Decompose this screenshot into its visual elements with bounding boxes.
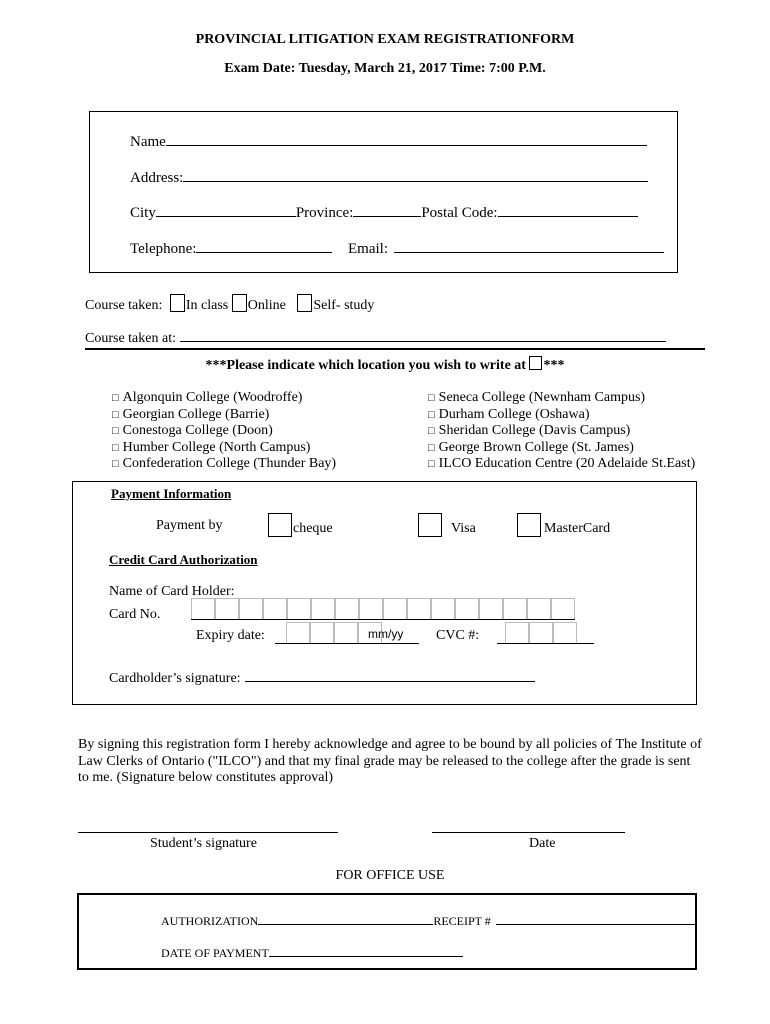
province-line[interactable]	[353, 202, 421, 217]
online-checkbox[interactable]	[232, 294, 247, 312]
expiry-line	[275, 643, 419, 644]
mastercard-label: MasterCard	[544, 521, 611, 536]
expiry-label: Expiry date:	[196, 628, 265, 643]
name-field[interactable]	[130, 131, 647, 151]
location-option[interactable]: □ Seneca College (Newnham Campus)	[428, 390, 646, 405]
course-taken-at-line[interactable]	[180, 327, 666, 342]
receipt-label: RECEIPT #	[433, 914, 491, 928]
cvc-boxes[interactable]	[505, 622, 577, 643]
course-taken-label: Course taken:	[85, 298, 163, 313]
date-of-payment-field[interactable]	[161, 944, 463, 961]
course-taken-at-label: Course taken at:	[85, 331, 176, 346]
location-checkbox-icon	[529, 356, 542, 370]
location-option[interactable]: □ Durham College (Oshawa)	[428, 406, 590, 422]
date-of-payment-line[interactable]	[269, 944, 463, 957]
checkbox-icon[interactable]: □	[428, 441, 435, 454]
checkbox-icon[interactable]: □	[112, 408, 119, 421]
postal-code-label: Postal Code:	[421, 205, 498, 221]
cheque-checkbox[interactable]	[268, 513, 292, 537]
address-field[interactable]	[130, 167, 648, 187]
cardholder-signature-label: Cardholder’s signature:	[109, 671, 241, 686]
location-option[interactable]: □ Confederation College (Thunder Bay)	[112, 456, 337, 471]
date-of-payment-label: DATE OF PAYMENT	[161, 946, 269, 960]
student-signature-label: Student’s signature	[150, 836, 257, 851]
location-list-left	[112, 390, 336, 473]
divider-line	[85, 348, 705, 350]
checkbox-icon[interactable]: □	[428, 458, 435, 470]
name-line[interactable]	[166, 131, 647, 146]
name-label: Name	[130, 134, 166, 150]
city-province-postal-row	[130, 202, 638, 222]
authorization-line[interactable]	[258, 912, 433, 925]
mastercard-checkbox[interactable]	[517, 513, 541, 537]
course-taken-at-field[interactable]	[85, 327, 666, 347]
agreement-text: By signing this registration form I hereby acknowledge and agree to be bound by all policies of The Institute of Law Clerks of Ontario ("ILCO") and that my final grade may be released to the college after the grade is sent to me. (Signature below constitutes approval)	[78, 737, 702, 785]
card-holder-label: Name of Card Holder:	[109, 584, 235, 599]
self-study-checkbox[interactable]	[297, 294, 312, 312]
province-label: Province:	[295, 205, 354, 221]
checkbox-icon[interactable]: □	[112, 425, 119, 437]
mmyy-hint: mm/yy	[368, 627, 404, 641]
checkbox-icon[interactable]: □	[112, 441, 119, 454]
city-line[interactable]	[156, 202, 296, 217]
course-taken-row	[85, 294, 374, 314]
telephone-label: Telephone:	[130, 241, 197, 257]
email-field[interactable]	[348, 238, 664, 258]
location-option[interactable]: □ Humber College (North Campus)	[112, 439, 311, 455]
in-class-label: In class	[185, 298, 229, 313]
telephone-line[interactable]	[196, 238, 332, 253]
authorization-label: AUTHORIZATION	[161, 914, 259, 928]
date-label: Date	[529, 836, 556, 851]
telephone-field[interactable]	[130, 238, 332, 258]
receipt-line[interactable]	[496, 912, 696, 925]
checkbox-icon[interactable]: □	[112, 392, 119, 404]
cheque-label: cheque	[293, 521, 333, 536]
online-label: Online	[247, 298, 286, 313]
checkbox-icon[interactable]: □	[428, 425, 435, 437]
location-option[interactable]: □ Sheridan College (Davis Campus)	[428, 423, 631, 438]
cvc-label: CVC #:	[436, 628, 480, 643]
cardholder-signature-field[interactable]	[109, 667, 535, 687]
credit-card-title: Credit Card Authorization	[109, 552, 258, 567]
cardholder-signature-line[interactable]	[245, 667, 535, 682]
card-number-boxes[interactable]	[191, 598, 575, 620]
visa-label: Visa	[451, 521, 476, 536]
visa-checkbox[interactable]	[418, 513, 442, 537]
postal-code-line[interactable]	[498, 202, 638, 217]
email-line[interactable]	[394, 238, 664, 253]
office-use-title: FOR OFFICE USE	[335, 868, 445, 883]
payment-by-label: Payment by	[156, 518, 223, 533]
email-label: Email:	[348, 241, 388, 257]
location-option[interactable]: □ George Brown College (St. James)	[428, 439, 634, 455]
authorization-field[interactable]	[161, 912, 696, 929]
cvc-line	[497, 643, 594, 644]
form-title: PROVINCIAL LITIGATION EXAM REGISTRATIONFORM	[195, 32, 575, 47]
address-line[interactable]	[183, 167, 648, 182]
location-option[interactable]: □ Algonquin College (Woodroffe)	[112, 390, 303, 405]
address-label: Address:	[130, 170, 184, 186]
payment-section-title: Payment Information	[111, 486, 232, 501]
checkbox-icon[interactable]: □	[428, 392, 435, 404]
exam-date: Exam Date: Tuesday, March 21, 2017 Time: 7:00 P.M.	[224, 61, 546, 76]
self-study-label: Self- study	[313, 298, 375, 313]
in-class-checkbox[interactable]	[170, 294, 185, 312]
location-option[interactable]: □ Georgian College (Barrie)	[112, 406, 270, 422]
student-signature-line[interactable]	[78, 832, 338, 833]
location-option[interactable]: □ ILCO Education Centre (20 Adelaide St.East)	[428, 456, 696, 471]
location-option[interactable]: □ Conestoga College (Doon)	[112, 423, 273, 438]
card-no-label: Card No.	[109, 607, 161, 622]
checkbox-icon[interactable]: □	[428, 408, 435, 421]
checkbox-icon[interactable]: □	[112, 458, 119, 470]
location-list-right	[428, 390, 695, 473]
date-line[interactable]	[432, 832, 625, 833]
location-instruction: ***Please indicate which location you wish to write at ***	[205, 358, 565, 373]
city-label: City	[130, 205, 156, 221]
